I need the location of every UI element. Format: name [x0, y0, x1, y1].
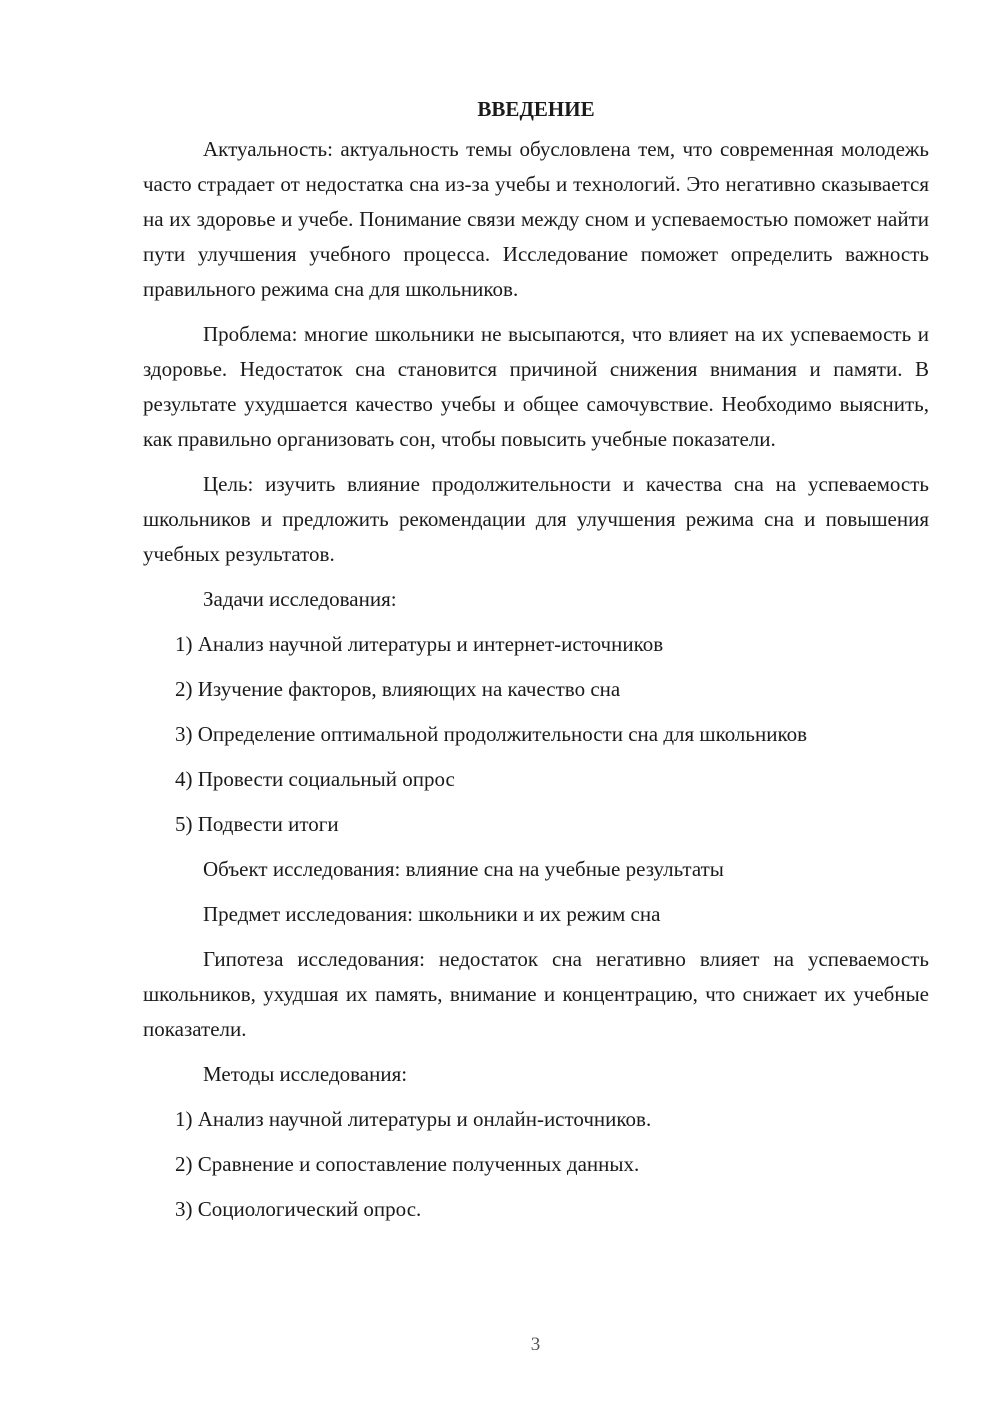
page-number: 3 [530, 1334, 541, 1355]
problem-paragraph: Проблема: многие школьники не высыпаются, что влияет на их успеваемость и здоровье. Недостаток сна становится причиной снижения внимания и памяти. В результате ухудшается качество учебы и общее самочувствие. Необходимо выяснить, как правильно организовать сон, чтобы повысить учебные показатели. [143, 322, 929, 451]
method-item: 1) Анализ научной литературы и онлайн-источников. [175, 1107, 652, 1131]
method-item: 3) Социологический опрос. [175, 1197, 422, 1221]
hypothesis-paragraph: Гипотеза исследования: недостаток сна негативно влияет на успеваемость школьников, ухудшая их память, внимание и концентрацию, что снижает их учебные показатели. [143, 947, 929, 1041]
task-item: 1) Анализ научной литературы и интернет-источников [175, 632, 664, 656]
section-title: ВВЕДЕНИЕ [477, 97, 595, 121]
tasks-heading: Задачи исследования: [203, 587, 397, 611]
relevance-paragraph: Актуальность: актуальность темы обусловлена тем, что современная молодежь часто страдает от недостатка сна из-за учебы и технологий. Это негативно сказывается на их здоровье и учебе. Понимание связи между сном и успеваемостью поможет найти пути улучшения учебного процесса. Исследование поможет определить важность правильного режима сна для школьников. [143, 137, 929, 301]
research-object: Объект исследования: влияние сна на учебные результаты [203, 857, 724, 881]
document-page [143, 92, 929, 1237]
task-item: 3) Определение оптимальной продолжительности сна для школьников [175, 722, 808, 746]
goal-paragraph: Цель: изучить влияние продолжительности и качества сна на успеваемость школьников и предложить рекомендации для улучшения режима сна и повышения учебных результатов. [143, 472, 929, 566]
task-item: 4) Провести социальный опрос [175, 767, 455, 791]
research-subject: Предмет исследования: школьники и их режим сна [203, 902, 661, 926]
method-item: 2) Сравнение и сопоставление полученных данных. [175, 1152, 640, 1176]
methods-heading: Методы исследования: [203, 1062, 408, 1086]
task-item: 5) Подвести итоги [175, 812, 339, 836]
task-item: 2) Изучение факторов, влияющих на качество сна [175, 677, 621, 701]
